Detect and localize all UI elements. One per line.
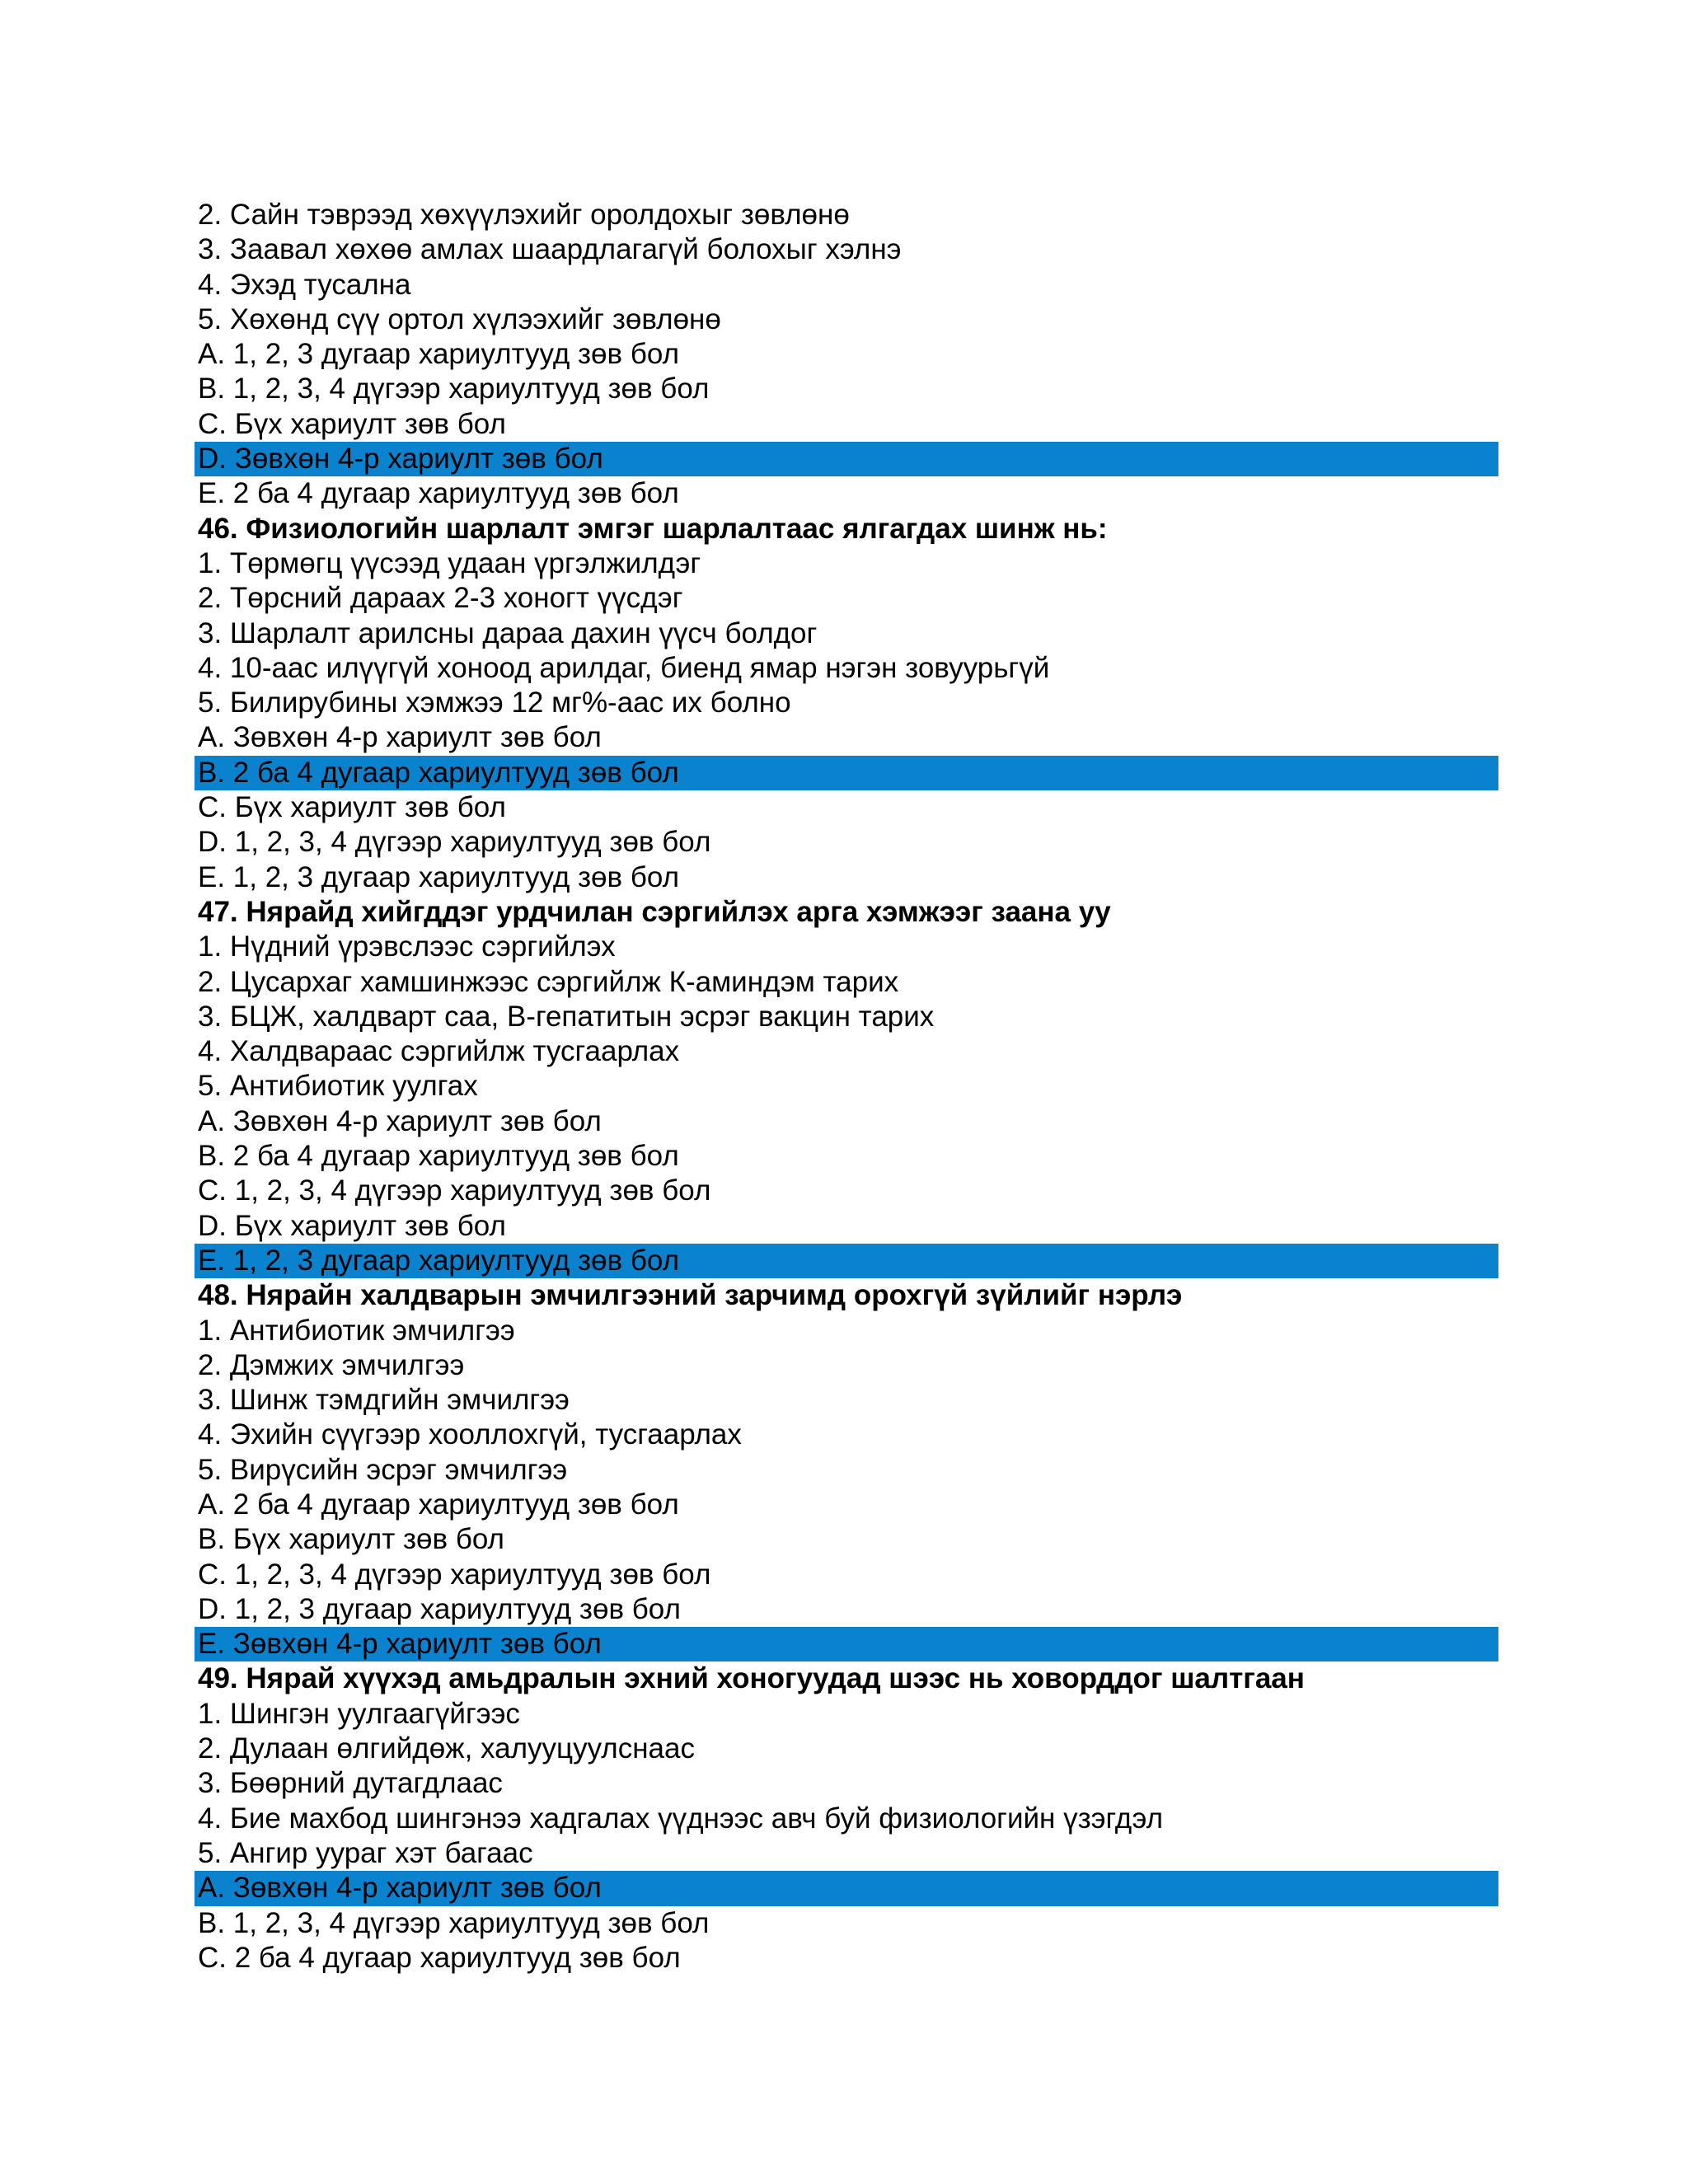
statement-item: 4. Эхэд тусална — [198, 268, 411, 301]
answer-option: D. Бүх хариулт зөв бол — [198, 1209, 506, 1242]
answer-option: C. 1, 2, 3, 4 дүгээр хариултууд зөв бол — [198, 1558, 711, 1591]
answer-option: D. 1, 2, 3 дугаар хариултууд зөв бол — [198, 1592, 681, 1625]
answer-option: A. Зөвхөн 4-р хариулт зөв бол — [198, 1104, 602, 1137]
answer-option: A. Зөвхөн 4-р хариулт зөв бол — [198, 721, 602, 754]
statement-item: 5. Антибиотик уулгах — [198, 1070, 478, 1103]
answer-option: A. 2 ба 4 дугаар хариултууд зөв бол — [198, 1488, 679, 1521]
highlighted-answer: E. 1, 2, 3 дугаар хариултууд зөв бол — [195, 1244, 1498, 1278]
statement-item: 1. Нүдний үрэвслээс сэргийлэх — [198, 930, 616, 963]
statement-item: 2. Сайн тэврээд хөхүүлэхийг оролдохыг зөвлөнө — [198, 199, 850, 231]
answer-option: B. Бүх хариулт зөв бол — [198, 1523, 504, 1556]
answer-option: D. 1, 2, 3, 4 дүгээр хариултууд зөв бол — [198, 826, 711, 859]
statement-item: 3. Бөөрний дутагдлаас — [198, 1767, 503, 1800]
statement-item: 1. Шингэн уулгаагүйгээс — [198, 1697, 520, 1730]
answer-option: C. Бүх хариулт зөв бол — [198, 407, 506, 440]
answer-option: B. 1, 2, 3, 4 дүгээр хариултууд зөв бол — [198, 1906, 710, 1939]
statement-item: 2. Дэмжих эмчилгээ — [198, 1348, 465, 1381]
statement-item: 2. Дулаан өлгийдөж, халууцуулснаас — [198, 1732, 695, 1765]
statement-item: 5. Хөхөнд сүү ортол хүлээхийг зөвлөнө — [198, 302, 721, 335]
statement-item: 1. Антибиотик эмчилгээ — [198, 1314, 515, 1347]
statement-item: 3. Заавал хөхөө амлах шаардлагагүй болохыг хэлнэ — [198, 233, 902, 266]
answer-option: C. 2 ба 4 дугаар хариултууд зөв бол — [198, 1941, 681, 1974]
statement-item: 2. Цусархаг хамшинжээс сэргийлж К-аминдэм тарих — [198, 965, 899, 998]
document-page — [195, 198, 1498, 1975]
question-heading: 48. Нярайн халдварын эмчилгээний зарчимд орохгүй зүйлийг нэрлэ — [198, 1279, 1183, 1312]
answer-option: C. 1, 2, 3, 4 дүгээр хариултууд зөв бол — [198, 1174, 711, 1207]
highlighted-answer: E. Зөвхөн 4-р хариулт зөв бол — [195, 1627, 1498, 1661]
statement-item: 3. БЦЖ, халдварт саа, В-гепатитын эсрэг вакцин тарих — [198, 1000, 935, 1033]
answer-option: A. 1, 2, 3 дугаар хариултууд зөв бол — [198, 338, 679, 371]
highlighted-answer: B. 2 ба 4 дугаар хариултууд зөв бол — [195, 756, 1498, 790]
statement-item: 5. Вирүсийн эсрэг эмчилгээ — [198, 1453, 568, 1486]
answer-option: B. 1, 2, 3, 4 дүгээр хариултууд зөв бол — [198, 373, 710, 405]
statement-item: 4. Эхийн сүүгээр хооллохгүй, тусгаарлах — [198, 1418, 742, 1451]
statement-item: 3. Шарлалт арилсны дараа дахин үүсч болдог — [198, 616, 818, 649]
statement-item: 4. Халдвараас сэргийлж тусгаарлах — [198, 1035, 680, 1068]
question-heading: 47. Нярайд хийгддэг урдчилан сэргийлэх арга хэмжээг заана уу — [198, 895, 1111, 928]
statement-item: 2. Төрсний дараах 2-3 хоногт үүсдэг — [198, 582, 683, 615]
statement-item: 1. Төрмөгц үүсээд удаан үргэлжилдэг — [198, 546, 701, 579]
statement-item: 5. Ангир уураг хэт багаас — [198, 1836, 533, 1869]
question-heading: 49. Нярай хүүхэд амьдралын эхний хоногуудад шээс нь ховорддог шалтгаан — [198, 1662, 1305, 1695]
highlighted-answer: D. Зөвхөн 4-р хариулт зөв бол — [195, 442, 1498, 476]
answer-option: B. 2 ба 4 дугаар хариултууд зөв бол — [198, 1140, 679, 1173]
highlighted-answer: A. Зөвхөн 4-р хариулт зөв бол — [195, 1871, 1498, 1905]
answer-option: E. 2 ба 4 дугаар хариултууд зөв бол — [198, 477, 679, 510]
statement-item: 4. Бие махбод шингэнээ хадгалах үүднээс авч буй физиологийн үзэгдэл — [198, 1802, 1164, 1835]
statement-item: 5. Билирубины хэмжээ 12 мг%-аас их болно — [198, 687, 791, 719]
answer-option: C. Бүх хариулт зөв бол — [198, 791, 506, 824]
statement-item: 4. 10-аас илүүгүй хоноод арилдаг, биенд ямар нэгэн зовуурьгүй — [198, 651, 1050, 684]
question-heading: 46. Физиологийн шарлалт эмгэг шарлалтаас ялгагдах шинж нь: — [198, 512, 1108, 545]
answer-option: E. 1, 2, 3 дугаар хариултууд зөв бол — [198, 860, 679, 893]
statement-item: 3. Шинж тэмдгийн эмчилгээ — [198, 1384, 570, 1417]
